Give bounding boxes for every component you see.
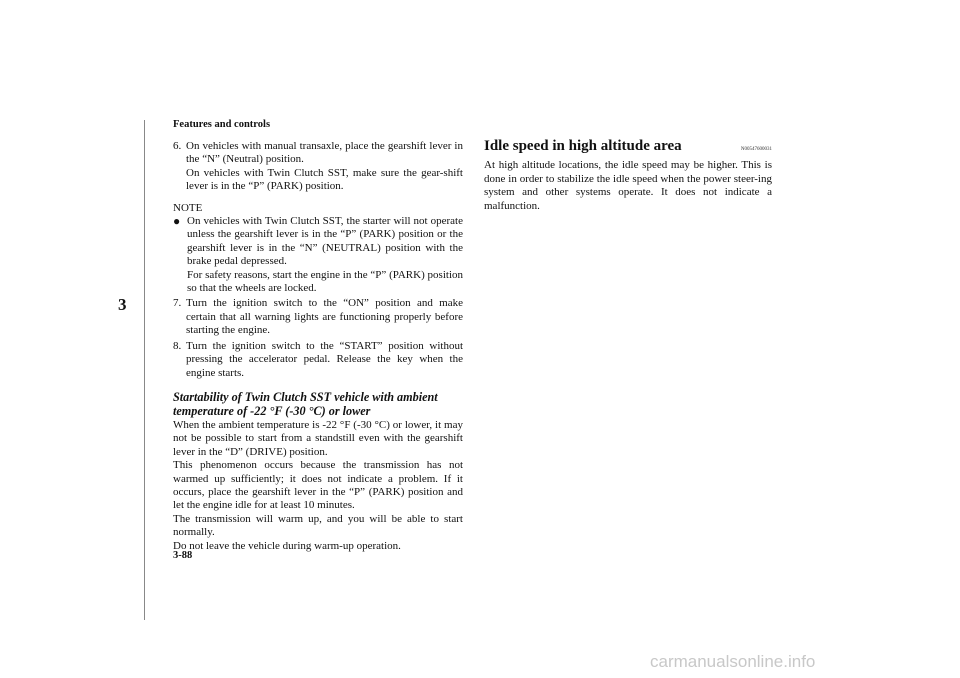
note-text [187, 215, 463, 295]
note-item [173, 215, 463, 295]
step-number: 6. [173, 140, 182, 152]
note-items [173, 215, 463, 295]
chapter-number: 3 [118, 295, 127, 314]
page-header: Features and controls [173, 119, 271, 130]
step-text [186, 140, 463, 194]
chapter-tab [0, 120, 145, 620]
note-line: For safety reasons, start the engine in the “P” (PARK) position so that the wheels are locked. [187, 268, 463, 295]
step-item [173, 297, 463, 337]
left-column [173, 140, 463, 553]
steps-bottom [173, 297, 463, 379]
step-number: 8. [173, 339, 182, 352]
step-text [186, 297, 463, 337]
watermark: carmanualsonline.info [650, 652, 816, 671]
section-body: At high altitude locations, the idle speed may be higher. This is done in order to stabilize the idle speed when the power steer-ing system and other systems operate. It does not indicate a malfunction. [484, 159, 772, 212]
note-label: NOTE [173, 201, 203, 214]
step-item [173, 340, 463, 380]
step-number: 7. [173, 297, 182, 310]
step-line: Turn the ignition switch to the “START” position without pressing the accelerator pedal. Release the key when the engine starts. [186, 339, 463, 379]
right-column [484, 140, 772, 213]
subsection-paragraph: The transmission will warm up, and you will be able to start normally. [173, 512, 463, 539]
step-item [173, 140, 463, 194]
steps-top [173, 140, 463, 194]
subsection-body [173, 419, 463, 553]
subsection-heading: Startability of Twin Clutch SST vehicle with ambient temperature of -22 °F (-30 °C) or lower [173, 389, 438, 418]
subsection-paragraph: This phenomenon occurs because the transmission has not warmed up sufficiently; it does not indicate a problem. If it occurs, place the gearshift lever in the “P” (PARK) position and let the engine idle for at least 10 minutes. [173, 459, 463, 512]
section-code: N00547600031 [740, 147, 772, 152]
page-number: 3-88 [173, 550, 193, 561]
subsection-paragraph: Do not leave the vehicle during warm-up operation. [173, 539, 401, 552]
step-line: On vehicles with Twin Clutch SST, make sure the gear-shift lever is in the “P” (PARK) position. [186, 166, 463, 193]
step-line: On vehicles with manual transaxle, place the gearshift lever in the “N” (Neutral) position. [186, 140, 463, 166]
step-line: Turn the ignition switch to the “ON” position and make certain that all warning lights are functioning properly before starting the engine. [186, 297, 463, 337]
step-text [186, 340, 463, 380]
section-title: Idle speed in high altitude area [484, 138, 682, 154]
section-title-row [484, 140, 772, 156]
note-line: On vehicles with Twin Clutch SST, the starter will not operate unless the gearshift lever is in the “P” (PARK) position or the gearshift lever is in the “N” (NEUTRAL) position with the brake pedal depressed. [187, 215, 463, 268]
bullet-icon: ● [173, 214, 181, 229]
subsection-paragraph: When the ambient temperature is -22 °F (-30 °C) or lower, it may not be possible to start from a standstill even with the gearshift lever in the “D” (DRIVE) position. [173, 418, 463, 458]
